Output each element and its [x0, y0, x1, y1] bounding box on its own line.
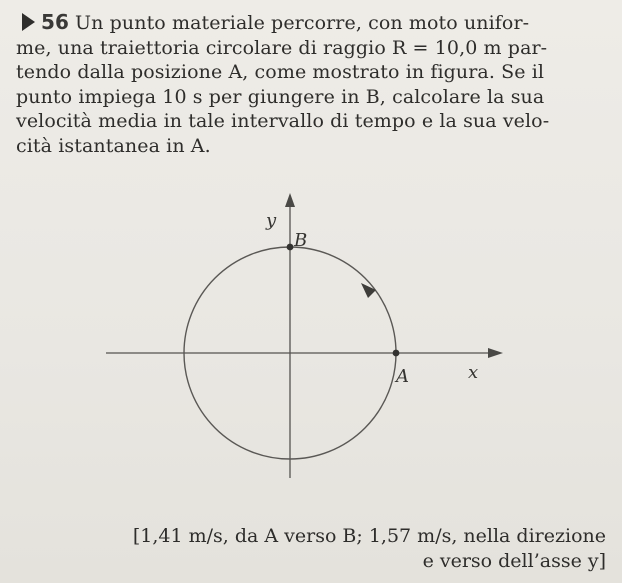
- answer-block: [133, 524, 606, 574]
- x-axis-arrow-icon: [488, 348, 503, 358]
- y-axis-arrow-icon: [285, 193, 295, 207]
- problem-text-1: Un punto materiale percorre, con moto unifor-: [75, 12, 530, 34]
- point-a-dot: [393, 350, 400, 357]
- answer-line-1: [1,41 m/s, da A verso B; 1,57 m/s, nella direzione: [132, 525, 606, 547]
- y-axis-label: y: [266, 210, 277, 231]
- problem-line-2: me, una traiettoria circolare di raggio R = 10,0 m par-: [16, 36, 548, 59]
- point-b-label: B: [294, 230, 308, 251]
- direction-arrow-icon: [361, 283, 376, 298]
- point-a-label: A: [396, 366, 409, 387]
- x-axis-label: x: [468, 362, 479, 383]
- point-b-dot: [287, 244, 294, 251]
- problem-line-4: punto impiega 10 s per giungere in B, calcolare la sua: [16, 85, 545, 108]
- problem-number: 56: [41, 10, 70, 34]
- problem-line-5: velocità media in tale intervallo di tempo e la sua velo-: [16, 110, 550, 133]
- problem-line-6: cità istantanea in A.: [16, 134, 211, 157]
- problem-line-3: tendo dalla posizione A, come mostrato in figura. Se il: [16, 61, 545, 84]
- answer-line-2: e verso dell’asse y]: [422, 550, 606, 572]
